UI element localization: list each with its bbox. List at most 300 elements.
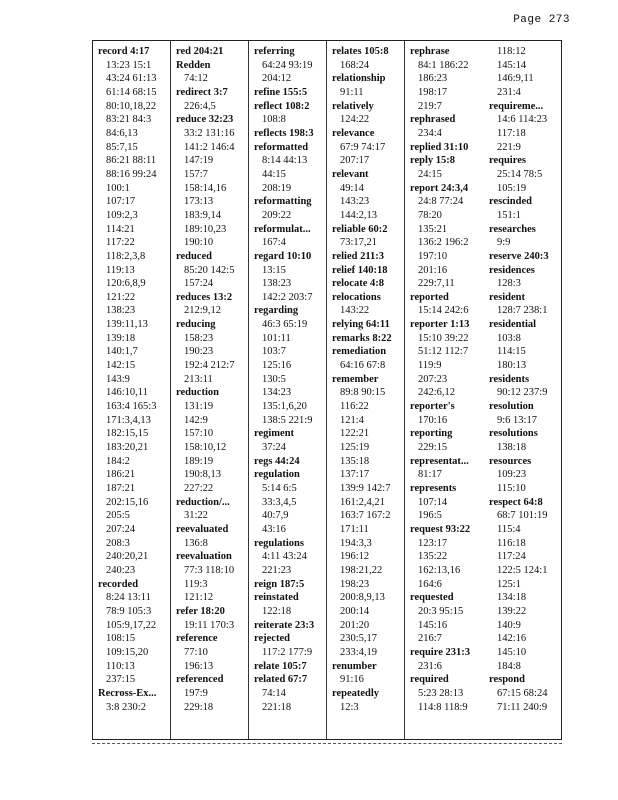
index-reference: 146:10,11 (106, 387, 148, 399)
index-term: reevaluated (176, 523, 229, 535)
index-reference: 71:11 240:9 (497, 701, 548, 713)
index-reference: 187:21 (106, 483, 136, 494)
index-reference: 107:14 (418, 496, 448, 508)
index-term: regs 44:24 (254, 455, 300, 467)
index-reference: 19:11 170:3 (184, 619, 235, 631)
index-reference: 143:22 (340, 305, 370, 317)
index-reference: 158:23 (184, 332, 214, 344)
index-reference: 20:3 95:15 (418, 605, 464, 617)
index-reference: 145:16 (418, 619, 448, 631)
index-reference: 74:14 (262, 687, 286, 699)
index-term: reflect 108:2 (254, 100, 310, 112)
index-term: resources (489, 455, 532, 467)
index-reference: 84:6,13 (106, 127, 138, 139)
index-reference: 142:16 (497, 633, 527, 645)
index-reference: 43:24 61:13 (106, 73, 157, 85)
index-term: report 24:3,4 (410, 182, 469, 194)
index-term: request 93:22 (410, 523, 471, 535)
index-reference: 198:21,22 (340, 564, 383, 576)
index-term: remediation (332, 346, 387, 358)
index-reference: 122:5 124:1 (497, 564, 548, 576)
index-reference: 3:8 230:2 (106, 701, 146, 713)
index-term: requested (410, 592, 454, 604)
index-term: regulation (254, 469, 300, 481)
index-term: residential (489, 319, 537, 331)
index-reference: 144:2,13 (340, 209, 378, 221)
index-reference: 13:23 15:1 (106, 59, 152, 71)
index-term: renumber (332, 660, 377, 672)
index-reference: 122:18 (262, 605, 292, 617)
index-term: rejected (254, 633, 290, 645)
index-reference: 114:8 118:9 (418, 701, 468, 713)
index-reference: 171:3,4,13 (106, 414, 151, 426)
index-reference: 142:9 (184, 414, 208, 426)
index-term: reduction (176, 387, 219, 399)
index-reference: 9:9 (497, 237, 511, 249)
index-term: reducing (176, 319, 216, 331)
index-reference: 138:5 221:9 (262, 414, 313, 426)
index-term: representat... (410, 455, 469, 467)
index-term: regiment (254, 428, 295, 440)
index-reference: 91:16 (340, 674, 364, 686)
index-reference: 171:11 (340, 523, 369, 535)
index-term: reformatted (254, 141, 309, 153)
index-reference: 168:24 (340, 59, 370, 71)
index-reference: 135:1,6,20 (262, 401, 307, 413)
index-reference: 151:1 (497, 209, 521, 221)
index-term: rephrase (410, 46, 450, 57)
footer-rule (92, 743, 562, 744)
index-reference: 4:11 43:24 (262, 551, 307, 563)
index-reference: 213:11 (184, 373, 213, 385)
index-reference: 137:17 (340, 469, 370, 481)
index-reference: 141:2 146:4 (184, 141, 235, 153)
index-term: repeatedly (332, 687, 380, 699)
index-reference: 216:7 (418, 633, 442, 645)
index-term: relying 64:11 (332, 319, 390, 331)
index-term: Redden (176, 59, 211, 71)
index-reference: 83:21 84:3 (106, 114, 152, 126)
index-reference: 78:20 (418, 209, 442, 221)
index-term: relationship (332, 73, 386, 85)
index-term: reporter's (410, 401, 455, 413)
index-reference: 139:11,13 (106, 319, 148, 331)
index-reference: 231:4 (497, 86, 521, 98)
index-reference: 86:21 88:11 (106, 155, 157, 167)
index-reference: 108:8 (262, 114, 286, 126)
index-reference: 208:19 (262, 182, 292, 194)
index-reference: 229:15 (418, 442, 448, 454)
index-reference: 197:9 (184, 687, 208, 699)
index-reference: 115:4 (497, 523, 521, 535)
index-reference: 221:9 (497, 141, 521, 153)
index-reference: 230:5,17 (340, 633, 378, 645)
index-reference: 182:15,15 (106, 428, 149, 440)
index-reference: 122:21 (340, 428, 370, 440)
index-reference: 207:23 (418, 373, 448, 385)
index-reference: 221:23 (262, 564, 292, 576)
index-reference: 208:3 (106, 537, 130, 549)
index-term: referring (254, 46, 295, 57)
index-term: respect 64:8 (489, 496, 543, 508)
index-term: relief 140:18 (332, 264, 388, 276)
index-reference: 198:23 (340, 578, 370, 590)
index-reference: 233:4,19 (340, 646, 378, 658)
index-term: reflects 198:3 (254, 127, 314, 139)
index-reference: 109:15,20 (106, 646, 149, 658)
index-reference: 25:14 78:5 (497, 168, 543, 180)
index-term: remarks 8:22 (332, 332, 392, 344)
index-reference: 128:7 238:1 (497, 305, 548, 317)
index-reference: 125:16 (262, 360, 292, 372)
index-reference: 37:24 (262, 442, 286, 454)
index-reference: 231:6 (418, 660, 442, 672)
index-reference: 162:13,16 (418, 564, 461, 576)
index-reference: 201:16 (418, 264, 448, 276)
index-reference: 131:19 (184, 401, 214, 413)
index-reference: 194:3,3 (340, 537, 372, 549)
index-reference: 14:6 114:23 (497, 114, 548, 126)
index-reference: 158:14,16 (184, 182, 227, 194)
index-reference: 43:16 (262, 523, 286, 535)
index-reference: 207:17 (340, 155, 370, 167)
index-reference: 163:7 167:2 (340, 510, 391, 522)
index-reference: 121:4 (340, 414, 364, 426)
index-term: reference (176, 633, 218, 645)
index-reference: 128:3 (497, 278, 521, 290)
index-term: record 4:17 (98, 46, 150, 57)
index-reference: 119:9 (418, 360, 442, 372)
index-reference: 200:8,9,13 (340, 592, 385, 604)
index-reference: 103:7 (262, 346, 286, 358)
index-reference: 33:2 131:16 (184, 127, 235, 139)
index-reference: 105:9,17,22 (106, 619, 157, 631)
index-reference: 67:9 74:17 (340, 141, 386, 153)
index-reference: 161:2,4,21 (340, 496, 385, 508)
index-term: related 67:7 (254, 674, 308, 686)
index-term: requireme... (489, 100, 544, 112)
index-reference: 173:13 (184, 196, 214, 208)
index-reference: 229:18 (184, 701, 214, 713)
index-column-1 (93, 41, 171, 739)
index-reference: 184:2 (106, 455, 130, 467)
index-reference: 15:10 39:22 (418, 332, 469, 344)
index-term: refer 18:20 (176, 605, 225, 617)
index-column-5 (405, 41, 484, 739)
index-term: replied 31:10 (410, 141, 469, 153)
index-term: resolutions (489, 428, 538, 440)
index-reference: 138:23 (262, 278, 292, 290)
index-reference: 91:11 (340, 86, 364, 98)
index-term: regarding (254, 305, 299, 317)
index-reference: 221:18 (262, 701, 292, 713)
index-reference: 135:22 (418, 551, 448, 563)
index-reference: 49:14 (340, 182, 364, 194)
index-reference: 240:20,21 (106, 551, 149, 563)
index-reference: 125:1 (497, 578, 521, 590)
index-term: reduce 32:23 (176, 114, 234, 126)
index-reference: 85:7,15 (106, 141, 138, 153)
index-reference: 9:6 13:17 (497, 414, 537, 426)
index-reference: 68:7 101:19 (497, 510, 548, 522)
index-reference: 190:23 (184, 346, 214, 358)
index-reference: 5:14 6:5 (262, 483, 297, 494)
index-reference: 90:12 237:9 (497, 387, 548, 399)
index-reference: 84:1 186:22 (418, 59, 469, 71)
index-reference: 146:9,11 (497, 73, 534, 85)
index-reference: 117:24 (497, 551, 526, 563)
index-reference: 78:9 105:3 (106, 605, 152, 617)
index-reference: 109:23 (497, 469, 527, 481)
index-reference: 219:7 (418, 100, 442, 112)
index-reference: 5:23 28:13 (418, 687, 464, 699)
index-term: reiterate 23:3 (254, 619, 315, 631)
index-term: reduces 13:2 (176, 291, 233, 303)
index-term: reign 187:5 (254, 578, 305, 590)
index-term: rephrased (410, 114, 456, 126)
index-reference: 120:6,8,9 (106, 278, 146, 290)
index-reference: 85:20 142:5 (184, 264, 235, 276)
index-term: red 204:21 (176, 46, 224, 57)
index-term: relevance (332, 127, 375, 139)
index-reference: 157:10 (184, 428, 214, 440)
index-term: required (410, 674, 449, 686)
index-reference: 197:10 (418, 250, 448, 262)
index-reference: 110:13 (106, 660, 135, 672)
index-column-6 (484, 41, 563, 739)
index-reference: 121:12 (184, 592, 214, 604)
index-reference: 124:22 (340, 114, 370, 126)
index-reference: 119:13 (106, 264, 135, 276)
index-reference: 15:14 242:6 (418, 305, 469, 317)
index-reference: 196:12 (340, 551, 370, 563)
index-term: reported (410, 291, 449, 303)
index-reference: 163:4 165:3 (106, 401, 157, 413)
index-reference: 200:14 (340, 605, 370, 617)
index-reference: 237:15 (106, 674, 136, 686)
index-reference: 64:24 93:19 (262, 59, 313, 71)
index-reference: 24:8 77:24 (418, 196, 464, 208)
index-reference: 234:4 (418, 127, 442, 139)
index-reference: 118:12 (497, 46, 526, 57)
word-index-table (92, 40, 562, 740)
index-reference: 107:17 (106, 196, 136, 208)
index-term: relevant (332, 168, 369, 180)
index-term: refine 155:5 (254, 86, 308, 98)
index-term: Recross-Ex... (98, 687, 157, 699)
index-reference: 88:16 99:24 (106, 168, 157, 180)
index-reference: 170:16 (418, 414, 448, 426)
index-term: remember (332, 373, 379, 385)
index-term: referenced (176, 674, 224, 686)
index-term: represents (410, 483, 457, 494)
index-reference: 8:24 13:11 (106, 592, 151, 604)
index-term: residents (489, 373, 530, 385)
index-reference: 242:6,12 (418, 387, 456, 399)
index-term: respond (489, 674, 525, 686)
index-term: resident (489, 291, 525, 303)
index-reference: 142:15 (106, 360, 136, 372)
index-reference: 157:7 (184, 168, 208, 180)
index-reference: 134:23 (262, 387, 292, 399)
index-term: reliable 60:2 (332, 223, 388, 235)
index-reference: 192:4 212:7 (184, 360, 235, 372)
index-reference: 212:9,12 (184, 305, 222, 317)
index-reference: 33:3,4,5 (262, 496, 297, 508)
index-reference: 80:10,18,22 (106, 100, 157, 112)
index-term: reduction/... (176, 496, 230, 508)
index-term: relocations (332, 291, 381, 303)
index-reference: 226:4,5 (184, 100, 216, 112)
index-reference: 240:23 (106, 564, 136, 576)
index-reference: 117:2 177:9 (262, 646, 313, 658)
index-reference: 135:21 (418, 223, 448, 235)
index-reference: 189:19 (184, 455, 214, 467)
index-reference: 114:21 (106, 223, 135, 235)
index-term: requires (489, 155, 526, 167)
index-reference: 24:15 (418, 168, 442, 180)
index-reference: 61:14 68:15 (106, 86, 157, 98)
index-reference: 116:22 (340, 401, 369, 413)
index-reference: 229:7,11 (418, 278, 455, 290)
index-reference: 125:19 (340, 442, 370, 454)
index-reference: 13:15 (262, 264, 286, 276)
page-number: Page 273 (513, 14, 570, 26)
index-reference: 109:2,3 (106, 209, 138, 221)
index-reference: 158:10,12 (184, 442, 227, 454)
index-reference: 44:15 (262, 168, 286, 180)
index-reference: 186:21 (106, 469, 136, 481)
index-reference: 105:19 (497, 182, 527, 194)
index-term: reinstated (254, 592, 299, 604)
index-reference: 190:10 (184, 237, 214, 249)
index-term: regard 10:10 (254, 250, 312, 262)
index-reference: 123:17 (418, 537, 448, 549)
index-reference: 138:23 (106, 305, 136, 317)
index-reference: 118:2,3,8 (106, 250, 146, 262)
index-reference: 64:16 67:8 (340, 360, 386, 372)
index-term: reformatting (254, 196, 312, 208)
index-term: reply 15:8 (410, 155, 456, 167)
index-reference: 8:14 44:13 (262, 155, 308, 167)
index-term: relocate 4:8 (332, 278, 384, 290)
index-reference: 209:22 (262, 209, 292, 221)
index-reference: 145:14 (497, 59, 527, 71)
index-column-3 (249, 41, 327, 739)
index-reference: 117:18 (497, 127, 526, 139)
index-reference: 114:15 (497, 346, 526, 358)
index-reference: 135:18 (340, 455, 370, 467)
index-reference: 202:15,16 (106, 496, 149, 508)
index-column-4 (327, 41, 405, 739)
index-reference: 143:23 (340, 196, 370, 208)
index-reference: 77:3 118:10 (184, 564, 235, 576)
index-reference: 164:6 (418, 578, 442, 590)
index-term: reformulat... (254, 223, 311, 235)
index-reference: 73:17,21 (340, 237, 378, 249)
index-reference: 201:20 (340, 619, 370, 631)
index-reference: 186:23 (418, 73, 448, 85)
index-reference: 117:22 (106, 237, 135, 249)
index-reference: 121:22 (106, 291, 136, 303)
index-reference: 145:10 (497, 646, 527, 658)
index-reference: 74:12 (184, 73, 208, 85)
index-reference: 12:3 (340, 701, 359, 713)
index-reference: 77:10 (184, 646, 208, 658)
index-reference: 207:24 (106, 523, 136, 535)
index-reference: 108:15 (106, 633, 136, 645)
index-reference: 40:7,9 (262, 510, 289, 522)
index-reference: 115:10 (497, 483, 526, 494)
index-reference: 130:5 (262, 373, 286, 385)
index-reference: 183:9,14 (184, 209, 222, 221)
index-reference: 184:8 (497, 660, 521, 672)
index-reference: 46:3 65:19 (262, 319, 308, 331)
index-reference: 143:9 (106, 373, 130, 385)
index-term: reporting (410, 428, 453, 440)
index-term: relates 105:8 (332, 46, 389, 57)
index-reference: 51:12 112:7 (418, 346, 469, 358)
index-reference: 205:5 (106, 510, 130, 522)
index-reference: 189:10,23 (184, 223, 227, 235)
index-reference: 139:18 (106, 332, 136, 344)
index-term: rescinded (489, 196, 532, 208)
index-reference: 142:2 203:7 (262, 291, 313, 303)
index-reference: 116:18 (497, 537, 526, 549)
index-reference: 183:20,21 (106, 442, 149, 454)
index-term: researches (489, 223, 536, 235)
index-reference: 138:18 (497, 442, 527, 454)
index-reference: 67:15 68:24 (497, 687, 548, 699)
index-reference: 134:18 (497, 592, 527, 604)
index-reference: 198:17 (418, 86, 448, 98)
index-reference: 31:22 (184, 510, 208, 522)
index-reference: 167:4 (262, 237, 286, 249)
index-reference: 119:3 (184, 578, 208, 590)
index-reference: 140:1,7 (106, 346, 138, 358)
index-reference: 227:22 (184, 483, 214, 494)
index-reference: 100:1 (106, 182, 130, 194)
index-reference: 89:8 90:15 (340, 387, 386, 399)
index-reference: 190:8,13 (184, 469, 222, 481)
index-term: relatively (332, 100, 374, 112)
index-term: recorded (98, 578, 139, 590)
index-reference: 157:24 (184, 278, 214, 290)
index-term: reevaluation (176, 551, 232, 563)
index-reference: 196:5 (418, 510, 442, 522)
index-term: reserve 240:3 (489, 250, 549, 262)
index-term: relied 211:3 (332, 250, 385, 262)
index-column-2 (171, 41, 249, 739)
index-reference: 196:13 (184, 660, 214, 672)
index-term: resolution (489, 401, 534, 413)
index-reference: 81:17 (418, 469, 442, 481)
index-term: regulations (254, 537, 304, 549)
index-term: redirect 3:7 (176, 86, 228, 98)
index-reference: 140:9 (497, 619, 521, 631)
index-term: residences (489, 264, 535, 276)
index-reference: 147:19 (184, 155, 214, 167)
index-term: reporter 1:13 (410, 319, 470, 331)
index-term: require 231:3 (410, 646, 470, 658)
index-reference: 180:13 (497, 360, 527, 372)
index-reference: 101:11 (262, 332, 291, 344)
index-term: relate 105:7 (254, 660, 307, 672)
index-reference: 103:8 (497, 332, 521, 344)
index-reference: 136:8 (184, 537, 208, 549)
index-reference: 139:22 (497, 605, 527, 617)
index-term: reduced (176, 250, 212, 262)
